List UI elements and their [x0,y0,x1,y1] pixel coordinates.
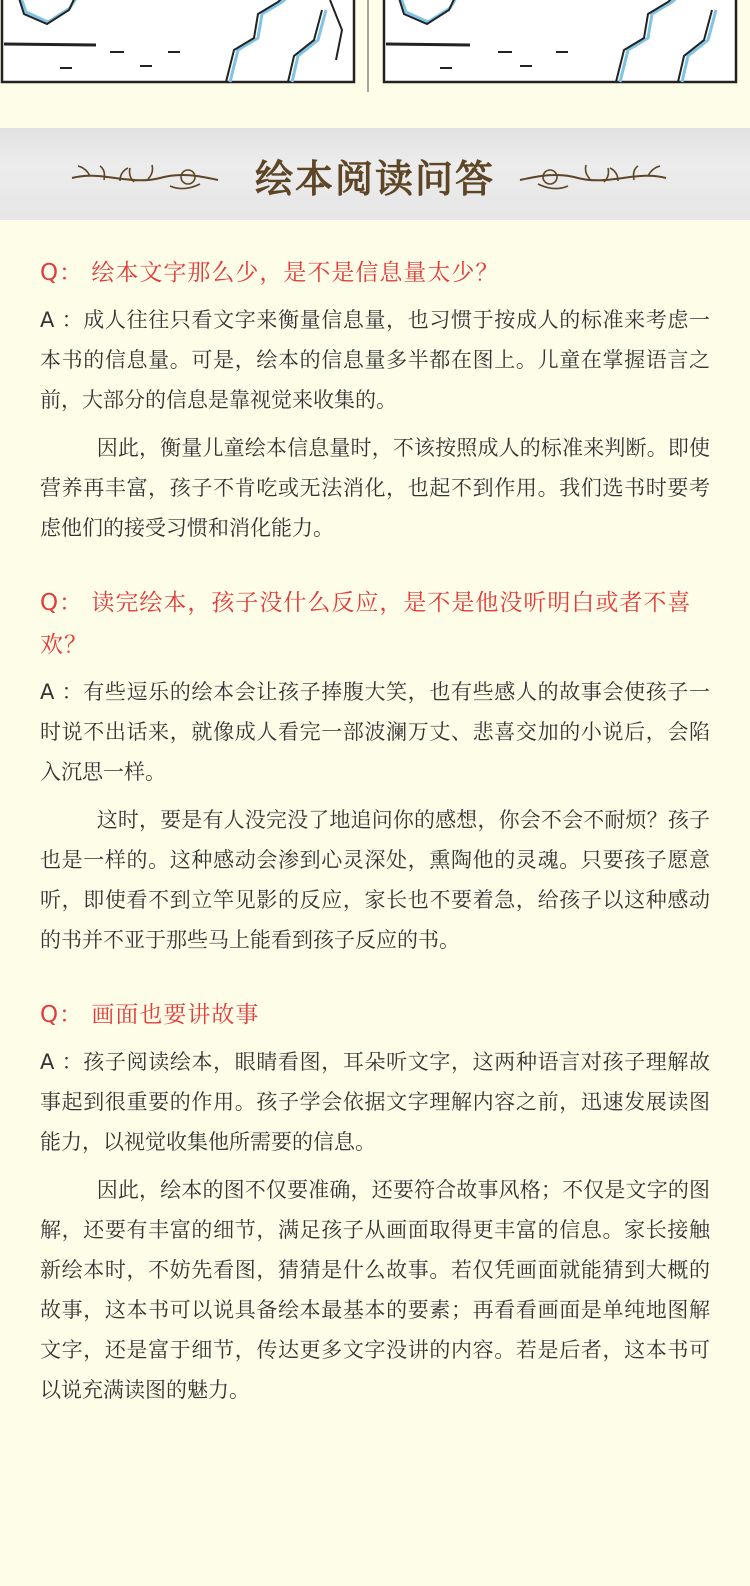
answer-paragraph: A ：有些逗乐的绘本会让孩子捧腹大笑，也有些感人的故事会使孩子一时说不出话来，就像成人看完一部波澜万丈、悲喜交加的小说后，会陷入沉思一样。 [40,680,710,784]
question: Q： 读完绘本，孩子没什么反应，是不是他没听明白或者不喜欢？ [40,590,692,658]
question: Q： 绘本文字那么少，是不是信息量太少？ [40,260,500,286]
qa-item [40,582,710,960]
answer-paragraph: 这时，要是有人没完没了地追问你的感想，你会不会不耐烦？孩子也是一样的。这种感动会渗到心灵深处，熏陶他的灵魂。只要孩子愿意听，即使看不到立竿见影的反应，家长也不要着急，给孩子以这种感动的书并不亚于那些马上能看到孩子反应的书。 [40,808,710,952]
qa-content [40,252,710,1444]
qa-item [40,252,710,548]
section-title: 绘本阅读问答 [254,156,495,201]
answer-paragraph: 因此，绘本的图不仅要准确，还要符合故事风格；不仅是文字的图解，还要有丰富的细节，满足孩子从画面取得更丰富的信息。家长接触新绘本时，不妨先看图，猜猜是什么故事。若仅凭画面就能猜到大概的故事，这本书可以说具备绘本最基本的要素；再看看画面是单纯地图解文字，还是富于细节，传达更多文字没讲的内容。若是后者，这本书可以说充满读图的魅力。 [40,1178,710,1402]
illustration-strip [0,0,750,100]
question: Q： 画面也要讲故事 [40,1002,260,1028]
illustration-panel-right [384,0,736,82]
answer-paragraph: A ：成人往往只看文字来衡量信息量，也习惯于按成人的标准来考虑一本书的信息量。可是，绘本的信息量多半都在图上。儿童在掌握语言之前，大部分的信息是靠视觉来收集的。 [40,308,710,412]
qa-item [40,994,710,1410]
answer-paragraph: 因此，衡量儿童绘本信息量时，不该按照成人的标准来判断。即使营养再丰富，孩子不肯吃或无法消化，也起不到作用。我们选书时要考虑他们的接受习惯和消化能力。 [40,436,710,540]
illustration-panel-left [2,0,354,82]
section-banner [0,128,750,220]
ornament-right-icon [518,160,668,196]
answer-paragraph: A ：孩子阅读绘本，眼睛看图，耳朵听文字，这两种语言对孩子理解故事起到很重要的作用。孩子学会依据文字理解内容之前，迅速发展读图能力，以视觉收集他所需要的信息。 [40,1050,710,1154]
